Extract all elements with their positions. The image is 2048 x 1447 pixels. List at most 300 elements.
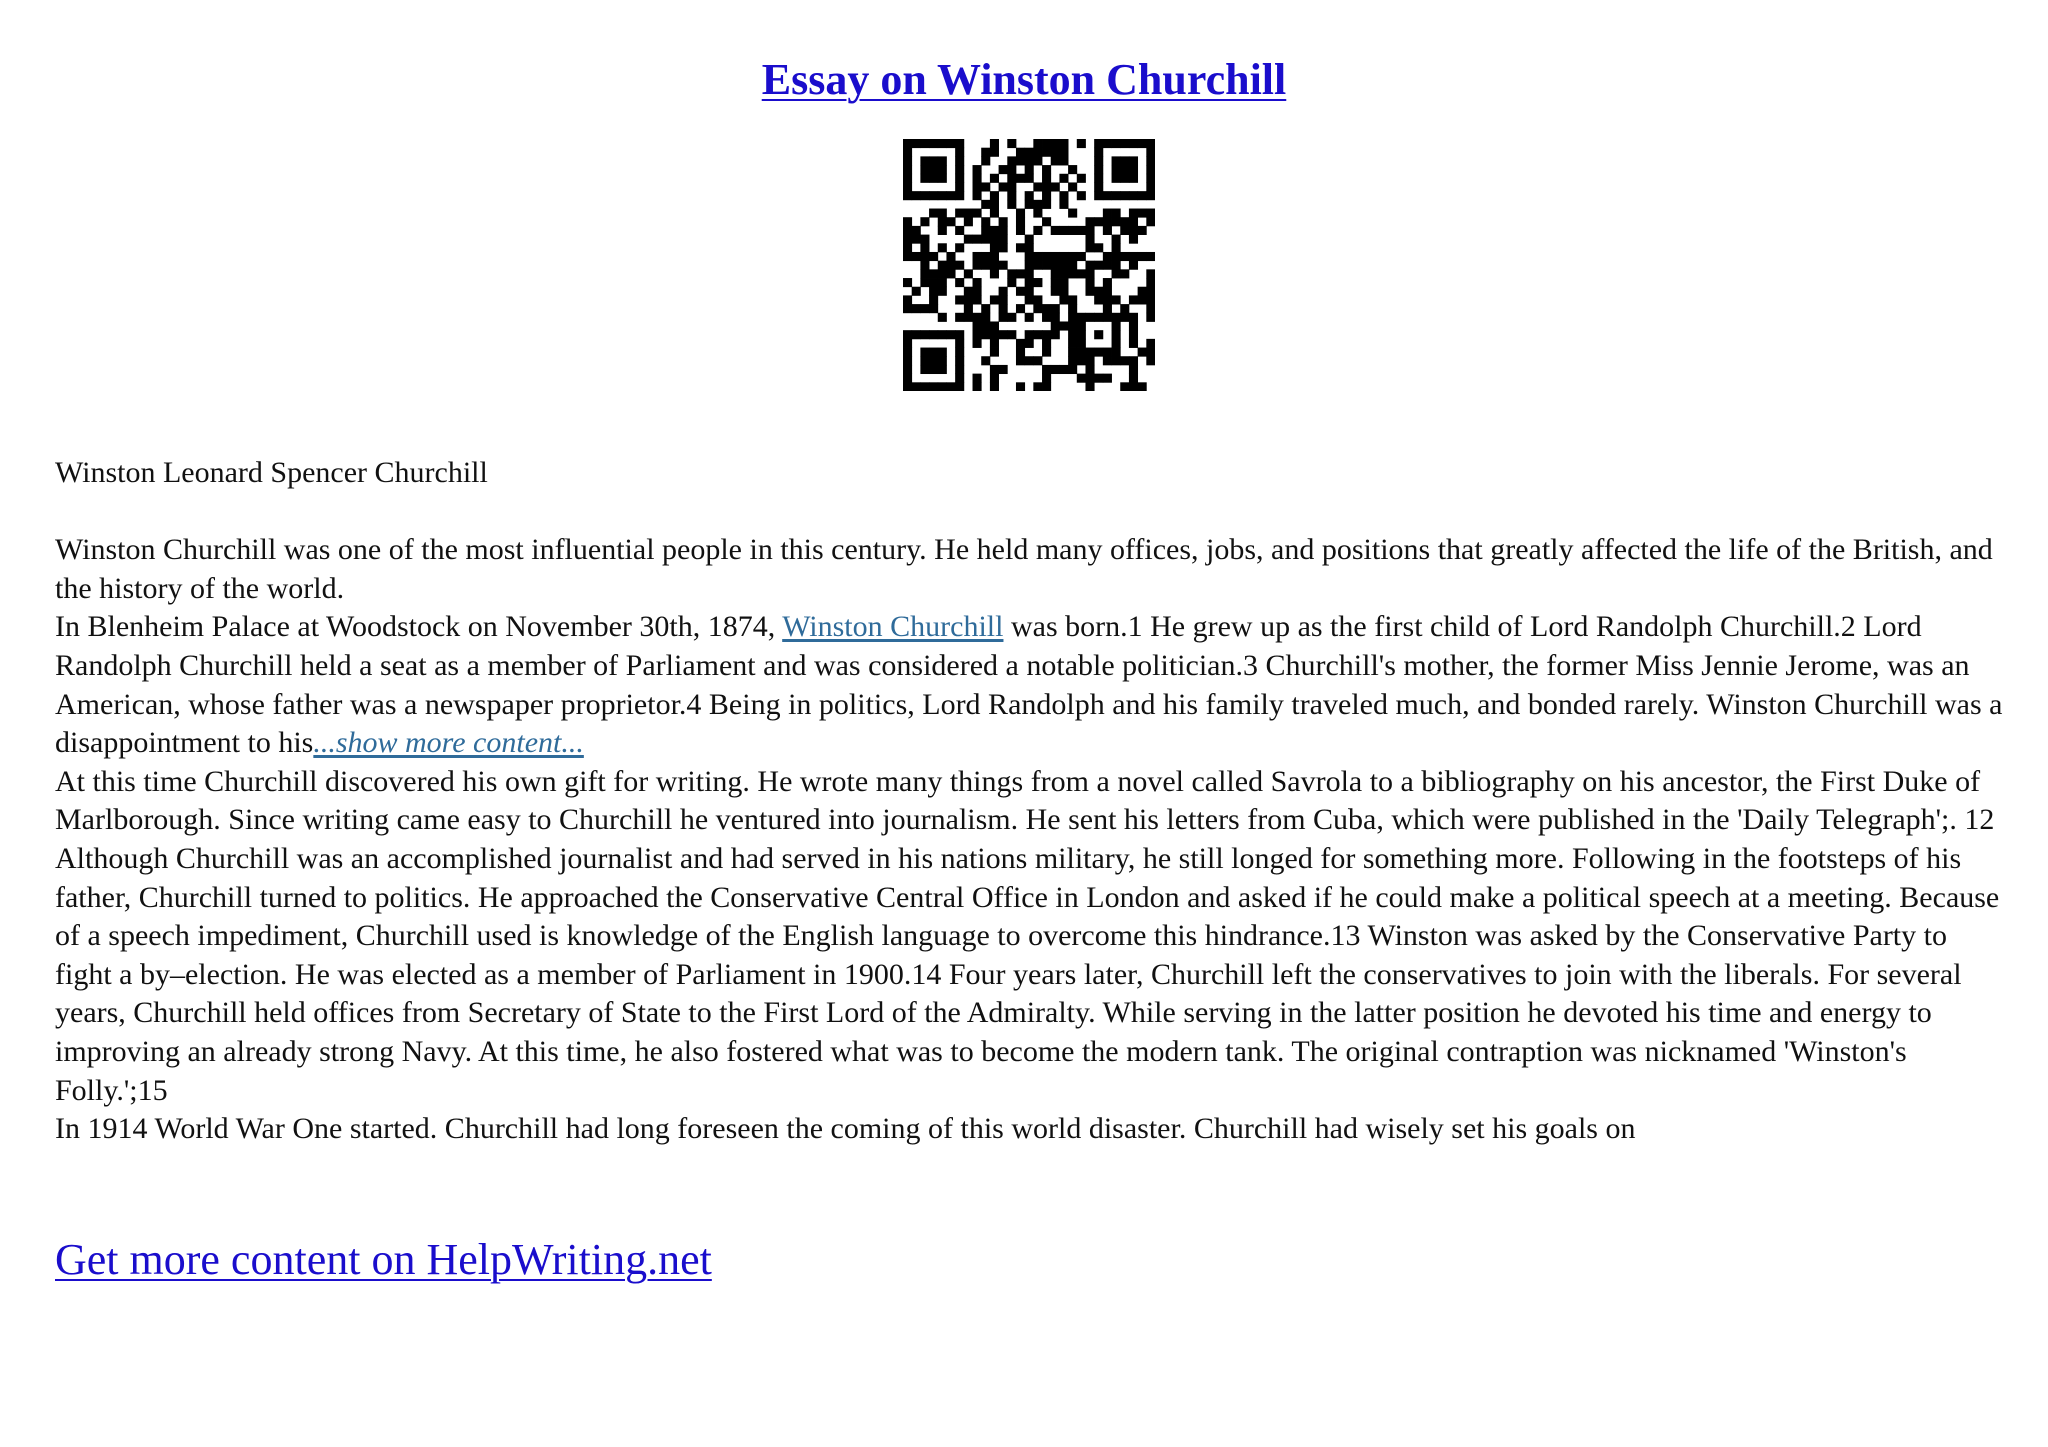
qr-module: [1077, 348, 1086, 357]
qr-module: [1059, 252, 1068, 261]
qr-module: [946, 330, 955, 339]
qr-module: [1068, 295, 1077, 304]
qr-module: [1077, 321, 1086, 330]
qr-module: [990, 339, 999, 348]
qr-module: [1112, 165, 1121, 174]
qr-module: [1103, 278, 1112, 287]
qr-module: [955, 148, 964, 157]
qr-module: [1068, 330, 1077, 339]
qr-module: [1112, 321, 1121, 330]
qr-module: [938, 287, 947, 296]
qr-module: [1025, 261, 1034, 270]
qr-module: [1042, 148, 1051, 157]
qr-module: [981, 226, 990, 235]
qr-module: [1103, 356, 1112, 365]
qr-module: [990, 321, 999, 330]
qr-module: [981, 148, 990, 157]
qr-module: [903, 295, 912, 304]
qr-module: [1129, 156, 1138, 165]
qr-module: [990, 200, 999, 209]
qr-module: [938, 165, 947, 174]
qr-module: [938, 243, 947, 252]
qr-module: [938, 278, 947, 287]
qr-module: [912, 235, 921, 244]
qr-module: [1146, 174, 1155, 183]
qr-module: [938, 348, 947, 357]
qr-module: [1059, 295, 1068, 304]
qr-module: [1085, 217, 1094, 226]
qr-module: [1129, 217, 1138, 226]
qr-module: [929, 209, 938, 218]
qr-module: [1051, 278, 1060, 287]
qr-module: [1085, 235, 1094, 244]
qr-module: [920, 156, 929, 165]
qr-module: [981, 252, 990, 261]
qr-module: [920, 217, 929, 226]
qr-module: [1094, 261, 1103, 270]
qr-module: [1025, 165, 1034, 174]
qr-module: [1016, 304, 1025, 313]
qr-module: [981, 330, 990, 339]
qr-module: [929, 330, 938, 339]
qr-module: [903, 278, 912, 287]
qr-module: [955, 348, 964, 357]
get-more-content-link[interactable]: Get more content on HelpWriting.net: [55, 1235, 712, 1284]
qr-module: [938, 365, 947, 374]
qr-module: [903, 182, 912, 191]
qr-module: [1007, 200, 1016, 209]
qr-module: [1146, 287, 1155, 296]
qr-module: [964, 209, 973, 218]
qr-module: [1094, 374, 1103, 383]
qr-module: [1094, 330, 1103, 339]
qr-module: [1051, 182, 1060, 191]
qr-module: [1059, 261, 1068, 270]
qr-module: [1042, 374, 1051, 383]
qr-module: [1112, 156, 1121, 165]
qr-module: [973, 174, 982, 183]
qr-module: [1103, 304, 1112, 313]
qr-module: [1120, 156, 1129, 165]
qr-module: [964, 235, 973, 244]
qr-module: [1051, 330, 1060, 339]
qr-module: [1112, 139, 1121, 148]
qr-module: [920, 365, 929, 374]
qr-module: [999, 304, 1008, 313]
qr-module: [999, 295, 1008, 304]
qr-module: [1068, 226, 1077, 235]
qr-module: [990, 243, 999, 252]
qr-module: [1146, 182, 1155, 191]
qr-module: [1025, 148, 1034, 157]
qr-module: [929, 165, 938, 174]
qr-module: [1120, 269, 1129, 278]
qr-module: [1016, 148, 1025, 157]
qr-module: [964, 217, 973, 226]
qr-module: [903, 382, 912, 391]
qr-module: [1025, 235, 1034, 244]
qr-module: [903, 191, 912, 200]
qr-module: [1103, 226, 1112, 235]
qr-module: [1094, 174, 1103, 183]
qr-module: [1059, 321, 1068, 330]
qr-module: [1129, 226, 1138, 235]
qr-module: [1007, 313, 1016, 322]
qr-module: [1042, 217, 1051, 226]
qr-module: [1112, 269, 1121, 278]
qr-module: [955, 382, 964, 391]
qr-module: [929, 252, 938, 261]
qr-module: [1138, 209, 1147, 218]
qr-module: [1042, 165, 1051, 174]
qr-module: [1068, 269, 1077, 278]
qr-module: [903, 339, 912, 348]
qr-module: [1103, 374, 1112, 383]
qr-module: [1042, 200, 1051, 209]
qr-module: [973, 278, 982, 287]
qr-code-graphic: [903, 139, 1155, 391]
qr-module: [903, 139, 912, 148]
qr-module: [1068, 321, 1077, 330]
qr-module: [1059, 139, 1068, 148]
qr-module: [1103, 287, 1112, 296]
qr-module: [955, 374, 964, 383]
qr-module: [1042, 182, 1051, 191]
winston-churchill-link[interactable]: Winston Churchill: [782, 610, 1004, 644]
qr-module: [1120, 139, 1129, 148]
qr-module: [990, 148, 999, 157]
qr-module: [938, 382, 947, 391]
qr-module: [929, 139, 938, 148]
qr-module: [1025, 295, 1034, 304]
qr-module: [990, 252, 999, 261]
qr-code-icon: [903, 139, 1155, 391]
qr-module: [1085, 287, 1094, 296]
qr-module: [964, 313, 973, 322]
qr-module: [990, 226, 999, 235]
qr-module: [955, 356, 964, 365]
qr-module: [1051, 287, 1060, 296]
qr-module: [973, 261, 982, 270]
qr-module: [1085, 269, 1094, 278]
qr-module: [973, 165, 982, 174]
qr-module: [1077, 269, 1086, 278]
qr-module: [1033, 252, 1042, 261]
qr-module: [955, 295, 964, 304]
qr-module: [903, 365, 912, 374]
qr-module: [938, 156, 947, 165]
qr-module: [973, 330, 982, 339]
qr-module: [1059, 156, 1068, 165]
qr-module: [1051, 156, 1060, 165]
qr-module: [1094, 148, 1103, 157]
qr-module: [1059, 148, 1068, 157]
qr-module: [1033, 330, 1042, 339]
qr-module: [1016, 217, 1025, 226]
qr-module: [946, 191, 955, 200]
qr-module: [981, 321, 990, 330]
qr-module: [1120, 252, 1129, 261]
qr-module: [1138, 139, 1147, 148]
qr-module: [1112, 174, 1121, 183]
qr-module: [1129, 295, 1138, 304]
qr-module: [903, 252, 912, 261]
paragraph-4: Although Churchill was an accomplished journalist and had served in his nations military, he still longed for something more. Following in the footsteps of his father, Churchill turned to politics. He approached the Conservative Central Office in London and asked if he could make a political speech at a meeting. Because of a speech impediment, Churchill used is knowledge of the English language to overcome this hindrance.13 Winston was asked by the Conservative Party to fight a by–election. He was elected as a member of Parliament in 1900.14 Four years later, Churchill left the conservatives to join with the liberals. For several years, Churchill held offices from Secretary of State to the First Lord of the Admiralty. While serving in the latter position he devoted his time and energy to improving an already strong Navy. At this time, he also fostered what was to become the modern tank. The original contraption was nicknamed 'Winston's Folly.';15: [55, 841, 2000, 1107]
qr-module: [973, 182, 982, 191]
qr-module: [1077, 313, 1086, 322]
qr-module: [973, 235, 982, 244]
qr-module: [1112, 356, 1121, 365]
qr-module: [990, 191, 999, 200]
qr-module: [1094, 191, 1103, 200]
footer: [55, 1232, 712, 1288]
qr-module: [1129, 174, 1138, 183]
qr-module: [938, 356, 947, 365]
qr-module: [1033, 356, 1042, 365]
qr-module: [903, 348, 912, 357]
qr-module: [1103, 295, 1112, 304]
qr-module: [1112, 209, 1121, 218]
qr-module: [1085, 278, 1094, 287]
qr-module: [946, 252, 955, 261]
qr-module: [1120, 313, 1129, 322]
qr-module: [999, 182, 1008, 191]
qr-module: [1077, 252, 1086, 261]
qr-module: [1094, 217, 1103, 226]
qr-module: [929, 269, 938, 278]
qr-module: [1112, 191, 1121, 200]
qr-module: [1103, 348, 1112, 357]
qr-module: [955, 165, 964, 174]
qr-module: [1016, 356, 1025, 365]
qr-module: [1016, 156, 1025, 165]
qr-module: [955, 313, 964, 322]
qr-module: [929, 156, 938, 165]
qr-module: [1051, 269, 1060, 278]
qr-module: [1129, 235, 1138, 244]
qr-module: [1025, 191, 1034, 200]
qr-module: [981, 156, 990, 165]
qr-module: [1051, 139, 1060, 148]
qr-module: [912, 287, 921, 296]
qr-module: [1129, 382, 1138, 391]
qr-module: [1033, 261, 1042, 270]
qr-module: [1103, 139, 1112, 148]
qr-module: [929, 278, 938, 287]
qr-module: [938, 209, 947, 218]
qr-module: [903, 217, 912, 226]
qr-module: [1120, 356, 1129, 365]
qr-module: [1138, 226, 1147, 235]
qr-module: [1129, 339, 1138, 348]
qr-module: [903, 156, 912, 165]
qr-module: [964, 304, 973, 313]
qr-module: [946, 139, 955, 148]
qr-module: [920, 269, 929, 278]
qr-module: [955, 191, 964, 200]
qr-module: [1112, 261, 1121, 270]
qr-module: [1068, 339, 1077, 348]
qr-module: [1025, 313, 1034, 322]
qr-module: [920, 165, 929, 174]
qr-module: [1146, 148, 1155, 157]
qr-module: [1129, 365, 1138, 374]
qr-module: [1094, 139, 1103, 148]
qr-module: [903, 165, 912, 174]
qr-module: [1112, 313, 1121, 322]
qr-module: [1059, 226, 1068, 235]
qr-module: [1146, 356, 1155, 365]
qr-module: [981, 217, 990, 226]
qr-module: [1007, 330, 1016, 339]
qr-module: [1016, 287, 1025, 296]
qr-module: [981, 200, 990, 209]
qr-module: [912, 382, 921, 391]
qr-module: [999, 313, 1008, 322]
qr-module: [920, 252, 929, 261]
qr-module: [920, 174, 929, 183]
qr-module: [920, 304, 929, 313]
qr-module: [1103, 252, 1112, 261]
qr-module: [912, 304, 921, 313]
qr-module: [920, 235, 929, 244]
qr-module: [938, 217, 947, 226]
qr-module: [973, 191, 982, 200]
qr-module: [1146, 156, 1155, 165]
qr-module: [1112, 243, 1121, 252]
qr-module: [955, 278, 964, 287]
qr-module: [1112, 348, 1121, 357]
qr-module: [1085, 365, 1094, 374]
qr-module: [1085, 313, 1094, 322]
qr-module: [903, 304, 912, 313]
qr-module: [1146, 165, 1155, 174]
qr-module: [1094, 295, 1103, 304]
qr-module: [1033, 182, 1042, 191]
qr-module: [903, 374, 912, 383]
paragraph-2: [55, 608, 2005, 762]
title-link[interactable]: Essay on Winston Churchill: [761, 55, 1287, 104]
qr-module: [955, 174, 964, 183]
qr-module: [920, 139, 929, 148]
qr-module: [1033, 156, 1042, 165]
qr-module: [1051, 313, 1060, 322]
qr-module: [1077, 226, 1086, 235]
qr-module: [1146, 139, 1155, 148]
qr-module: [1042, 330, 1051, 339]
qr-module: [1051, 261, 1060, 270]
qr-module: [1103, 261, 1112, 270]
qr-module: [1007, 278, 1016, 287]
qr-module: [1129, 139, 1138, 148]
qr-module: [1025, 330, 1034, 339]
qr-module: [1033, 148, 1042, 157]
qr-module: [973, 252, 982, 261]
qr-module: [938, 261, 947, 270]
qr-module: [1059, 365, 1068, 374]
qr-module: [1085, 243, 1094, 252]
qr-module: [1033, 278, 1042, 287]
qr-module: [955, 209, 964, 218]
qr-module: [1120, 226, 1129, 235]
qr-module: [1042, 174, 1051, 183]
qr-module: [1051, 226, 1060, 235]
qr-module: [938, 191, 947, 200]
qr-module: [1085, 356, 1094, 365]
qr-module: [981, 313, 990, 322]
qr-module: [990, 374, 999, 383]
qr-module: [946, 269, 955, 278]
qr-module: [1112, 235, 1121, 244]
qr-module: [1146, 304, 1155, 313]
qr-module: [920, 348, 929, 357]
qr-module: [1059, 200, 1068, 209]
paragraph-5: In 1914 World War One started. Churchill had long foreseen the coming of this world disaster. Churchill had wisely set his goals on: [55, 1112, 1636, 1146]
qr-module: [964, 295, 973, 304]
essay-subtitle: Winston Leonard Spencer Churchill: [55, 456, 488, 489]
qr-module: [929, 348, 938, 357]
qr-module: [1146, 295, 1155, 304]
qr-module: [1033, 304, 1042, 313]
qr-module: [1059, 278, 1068, 287]
qr-module: [1068, 252, 1077, 261]
qr-module: [1146, 209, 1155, 218]
qr-module: [903, 235, 912, 244]
qr-module: [1016, 339, 1025, 348]
show-more-link[interactable]: ...show more content...: [313, 726, 584, 760]
qr-module: [1077, 139, 1086, 148]
qr-module: [990, 348, 999, 357]
qr-module: [981, 304, 990, 313]
qr-module: [990, 382, 999, 391]
qr-module: [999, 243, 1008, 252]
qr-module: [1068, 165, 1077, 174]
qr-module: [1042, 139, 1051, 148]
qr-module: [990, 174, 999, 183]
qr-module: [1042, 261, 1051, 270]
qr-module: [1129, 313, 1138, 322]
qr-module: [1085, 348, 1094, 357]
qr-module: [1103, 217, 1112, 226]
qr-module: [920, 382, 929, 391]
qr-module: [1146, 217, 1155, 226]
qr-module: [938, 313, 947, 322]
qr-module: [1033, 200, 1042, 209]
qr-module: [973, 287, 982, 296]
qr-module: [912, 191, 921, 200]
qr-module: [1068, 365, 1077, 374]
qr-module: [1112, 217, 1121, 226]
qr-module: [999, 235, 1008, 244]
qr-module: [981, 356, 990, 365]
qr-module: [990, 269, 999, 278]
qr-module: [1025, 243, 1034, 252]
qr-module: [1094, 182, 1103, 191]
qr-module: [1042, 365, 1051, 374]
qr-module: [1120, 165, 1129, 174]
qr-module: [1103, 313, 1112, 322]
qr-module: [946, 261, 955, 270]
qr-module: [973, 374, 982, 383]
qr-module: [946, 382, 955, 391]
qr-module: [1112, 330, 1121, 339]
essay-body: [55, 454, 2005, 1149]
qr-module: [1094, 313, 1103, 322]
qr-module: [973, 382, 982, 391]
qr-module: [938, 330, 947, 339]
qr-module: [1085, 382, 1094, 391]
qr-module: [1051, 148, 1060, 157]
